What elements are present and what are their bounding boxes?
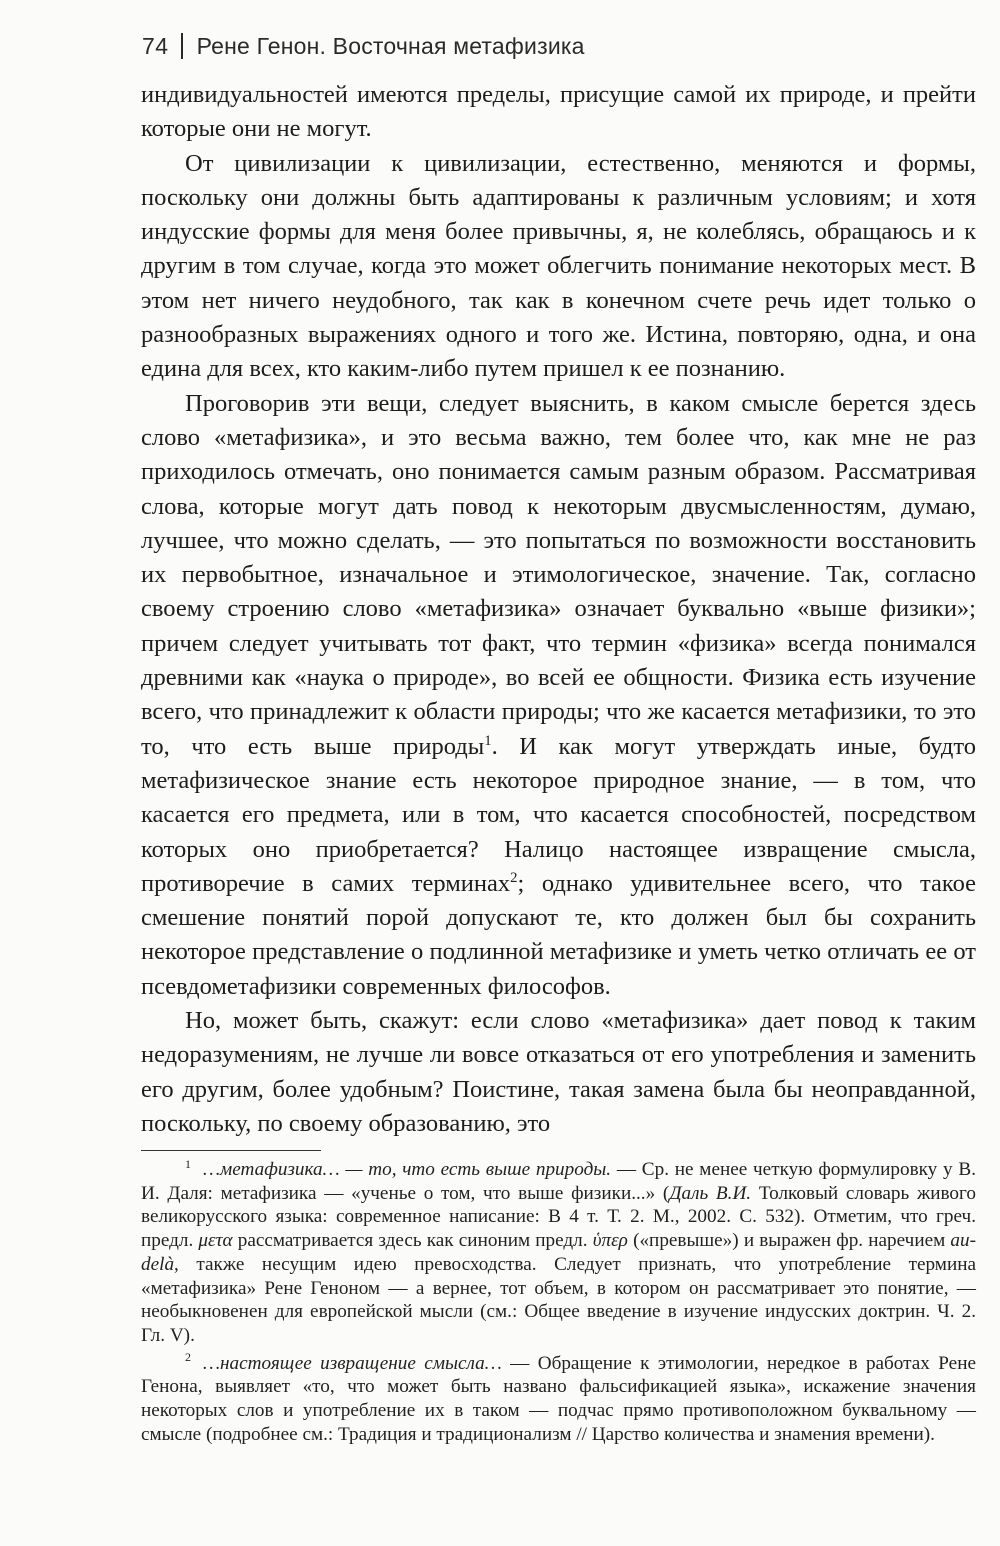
header-divider: [181, 33, 183, 59]
footnote-ref-2[interactable]: 2: [510, 869, 518, 886]
paragraph-text: Проговорив эти вещи, следует выяснить, в каком смысле берется здесь слово «метафизика», и это весьма важно, тем более что, как мне не раз приходилось отмечать, оно понимается самым разным образом. Рассматривая слова, которые могут дать повод к некоторым двусмысленностям, думаю, лучшее, что можно сделать, — это попытаться по возможности восстановить их первобытное, изначальное и этимологическое, значение. Так, согласно своему строению слово «метафизика» означает буквально «выше физики»; причем следует учитывать тот факт, что термин «физика» всегда понимался древними как «наука о природе», во всей ее общности. Физика есть изучение всего, что принадлежит к области природы; что же касается метафизики, то это то, что есть выше природы: [141, 389, 976, 760]
paragraph-text: . И как могут утверждать иные, будто метафизическое знание есть некоторое природное знание, — в том, что касается его предмета, или в том, что касается способностей, посредством которых оно приобретается? Налицо настоящее извращение смысла, противоречие в самих терминах: [141, 732, 976, 897]
french-word: au-delà: [141, 1230, 976, 1275]
footnote-ref-1[interactable]: 1: [484, 732, 492, 749]
footnotes: [141, 1158, 976, 1446]
footnote-text: Толковый словарь живого великорусского языка: современное написание: В 4 т. Т. 2. М., 2002. С. 532). Отметим, что греч. предл.: [141, 1182, 976, 1252]
footnote-text: , также несущим идею превосходства. Следует признать, что употребление термина «метафизика» Рене Геноном — а вернее, тот объем, в котором он рассматривает это понятие, — необыкновенен для европейской мысли (см.: Общее введение в изучение индусских доктрин. Ч. 2. Гл. V).: [141, 1253, 976, 1346]
footnote-lemma: …метафизика… — то, что есть выше природы.: [202, 1159, 612, 1180]
footnote-author: Даль В.И.: [669, 1182, 752, 1204]
footnote-number: 1: [185, 1156, 191, 1171]
footnote-text: — Обращение к этимологии, нередкое в работах Рене Генона, выявляет «то, что может быть названо фальсификацией языка», искажение значения некоторых слов и употребление их в таком — подчас прямо противоположном буквальному — смысле (подробнее см.: Традиция и традиционализм // Царство количества и знамения времени).: [141, 1352, 976, 1445]
footnote-number: 2: [185, 1350, 191, 1365]
page-number: 74: [142, 32, 169, 59]
footnote-2: [141, 1352, 976, 1447]
greek-word: μετα: [198, 1230, 233, 1252]
running-header: [142, 28, 585, 64]
footnote-text: рассматривается здесь как синоним предл.: [232, 1230, 593, 1252]
main-text: [141, 78, 976, 1141]
footnote-1: [141, 1158, 976, 1348]
footnote-text: — Ср. не менее четкую формулировку у В. И. Даля: метафизика — «ученье о том, что выше физики...» (: [141, 1159, 976, 1204]
paragraph: От цивилизации к цивилизации, естественно, меняются и формы, поскольку они должны быть адаптированы к различным условиям; и хотя индусские формы для меня более привычны, я, не колеблясь, обращаюсь и к другим в том случае, когда это может облегчить понимание некоторых мест. В этом нет ничего неудобного, так как в конечном счете речь идет только о разнообразных выражениях одного и того же. Истина, повторяю, одна, и она едина для всех, кто каким-либо путем пришел к ее познанию.: [141, 149, 976, 383]
running-title: Рене Генон. Восточная метафизика: [196, 32, 585, 59]
footnote-separator: [141, 1150, 321, 1151]
paragraph-text: ; однако удивительнее всего, что такое смешение понятий порой допускают те, кто должен был бы сохранить некоторое представление о подлинной метафизике и уметь четко отличать ее от псевдометафизики современных философов.: [141, 869, 977, 1000]
footnote-text: («превыше») и выражен фр. наречием: [627, 1230, 951, 1252]
greek-word: ὑπερ: [592, 1230, 628, 1252]
paragraph: индивидуальностей имеются пределы, присущие самой их природе, и прейти которые они не могут.: [141, 81, 976, 143]
paragraph: Но, может быть, скажут: если слово «метафизика» дает повод к таким недоразумениям, не лучше ли вовсе отказаться от его употребления и заменить его другим, более удобным? Поистине, такая замена была бы неоправданной, поскольку, по своему образованию, это: [141, 1007, 976, 1137]
paragraph: [141, 387, 976, 1004]
footnote-lemma: …настоящее извращение смысла…: [202, 1352, 502, 1374]
